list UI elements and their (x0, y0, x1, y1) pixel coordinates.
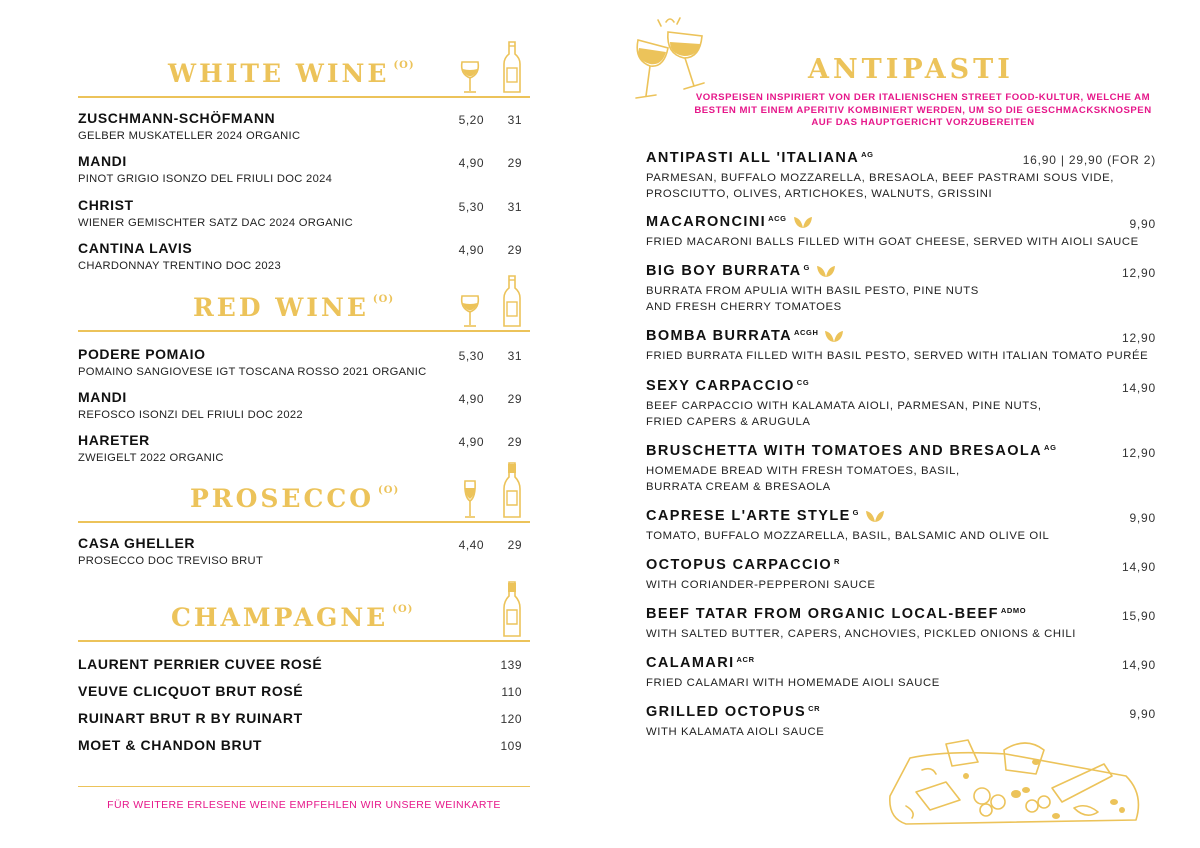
wine-list-page (78, 0, 530, 848)
wine-item: CASA GHELLER PROSECCO DOC TREVISO BRUT 4,40 29 (78, 535, 522, 567)
allergen-codes: G (803, 263, 810, 272)
bottle-price: 29 (507, 538, 522, 552)
dish-price: 14,90 (1121, 560, 1156, 574)
champagne-item: VEUVE CLICQUOT BRUT ROSÉ 110 (78, 683, 522, 699)
white-wine-title: WHITE WINE $^{(O)}$ (168, 59, 415, 88)
red-wine-header (78, 272, 530, 332)
bottle-price: 110 (501, 685, 522, 699)
allergen-codes: CG (796, 378, 810, 387)
white-wine-header (78, 38, 530, 98)
allergen-codes: ACR (736, 655, 755, 664)
dish-item: CAPRESE L'ARTE STYLE $^G$ 9,90 TOMATO, BUFFALO MOZZARELLA, BASIL, BALSAMIC AND OLIVE OIL (646, 508, 1156, 542)
glass-price: 4,90 (458, 156, 484, 170)
glass-price: 4,90 (458, 392, 484, 406)
champagne-header (78, 582, 530, 642)
dish-price: 15,90 (1121, 609, 1156, 623)
bottle-price: 29 (507, 156, 522, 170)
bottle-price: 31 (507, 349, 522, 363)
allergen-codes: ACG (768, 214, 787, 223)
allergen-codes: ADMO (1000, 606, 1027, 615)
dish-price: 9,90 (1129, 217, 1156, 231)
antipasti-title: ANTIPASTI (808, 54, 1014, 85)
wine-glass-icon (459, 60, 481, 94)
wine-item: CHRIST WIENER GEMISCHTER SATZ DAC 2024 ORGANIC 5,30 31 (78, 197, 522, 229)
dish-item: BOMBA BURRATA $^{ACGH}$ 12,90 FRIED BURRATA FILLED WITH BASIL PESTO, SERVED WITH ITALIAN TOMATO PURÉE (646, 328, 1156, 362)
dish-price: 14,90 (1121, 658, 1156, 672)
allergen-codes: G (852, 508, 860, 517)
dish-price: 16,90 | 29,90 (FOR 2) (1022, 153, 1156, 167)
bottle-price: 31 (507, 200, 522, 214)
allergen-codes: ACGH (794, 328, 819, 337)
champagne-item: LAURENT PERRIER CUVEE ROSÉ 139 (78, 656, 522, 672)
dish-price: 9,90 (1129, 511, 1156, 525)
allergen-codes: AG (861, 150, 874, 159)
vegetarian-leaf-icon (816, 264, 836, 278)
vegetarian-leaf-icon (824, 329, 844, 343)
glass-price: 4,90 (458, 243, 484, 257)
dish-price: 9,90 (1129, 707, 1156, 721)
glass-price: 4,40 (458, 538, 484, 552)
dish-item: SEXY CARPACCIO $^{CG}$ 14,90 BEEF CARPACCIO WITH KALAMATA AIOLI, PARMESAN, PINE NUTS, FRIED CAPERS & ARUGULA (646, 378, 1156, 428)
wine-glass-icon (459, 294, 481, 328)
dish-item: GRILLED OCTOPUS $^{CR}$ 9,90 WITH KALAMATA AIOLI SAUCE (646, 704, 1156, 738)
bottle-price: 120 (500, 712, 522, 726)
flute-glass-icon (462, 479, 478, 519)
dish-item: BIG BOY BURRATA $^G$ 12,90 BURRATA FROM APULIA WITH BASIL PESTO, PINE NUTS AND FRESH CHERRY TOMATOES (646, 263, 1156, 313)
antipasti-intro: VORSPEISEN INSPIRIERT VON DER ITALIENISCHEN STREET FOOD-KULTUR, WELCHE AM BESTEN MIT EINEM APERITIV KOMBINIERT WERDEN, UM SO DIE GESCHMACKSKNOSPEN AUF DAS HAUPTGERICHT VORZUBEREITEN (694, 92, 1152, 128)
wine-item: CANTINA LAVIS CHARDONNAY TRENTINO DOC 2023 4,90 29 (78, 240, 522, 272)
wine-item: PODERE POMAIO POMAINO SANGIOVESE IGT TOSCANA ROSSO 2021 ORGANIC 5,30 31 (78, 346, 522, 378)
wine-item: MANDI REFOSCO ISONZI DEL FRIULI DOC 2022 4,90 29 (78, 389, 522, 421)
bottle-price: 31 (507, 113, 522, 127)
allergen-codes: R (834, 557, 841, 566)
champagne-item: MOET & CHANDON BRUT 109 (78, 737, 522, 753)
glass-price: 5,20 (458, 113, 484, 127)
dish-price: 12,90 (1121, 331, 1156, 345)
dish-price: 12,90 (1121, 266, 1156, 280)
champagne-item: RUINART BRUT R BY RUINART 120 (78, 710, 522, 726)
bottle-price: 29 (507, 392, 522, 406)
wine-item: MANDI PINOT GRIGIO ISONZO DEL FRIULI DOC 2024 4,90 29 (78, 153, 522, 185)
glass-price: 4,90 (458, 435, 484, 449)
dish-price: 12,90 (1121, 446, 1156, 460)
dish-item: ANTIPASTI ALL 'ITALIANA $^{AG}$ 16,90 | 29,90 (FOR 2) PARMESAN, BUFFALO MOZZARELLA, BRESAOLA, BEEF PASTRAMI SOUS VIDE, PROSCIUTTO, OLIVES, ARTICHOKES, WALNUTS, GRISSINI (646, 150, 1156, 200)
allergen-codes: CR (808, 704, 821, 713)
champagne-title: CHAMPAGNE $^{(O)}$ (171, 603, 414, 632)
dish-item: BEEF TATAR FROM ORGANIC LOCAL-BEEF $^{ADMO}$ 15,90 WITH SALTED BUTTER, CAPERS, ANCHOVIES, PICKLED ONIONS & CHILI (646, 606, 1156, 640)
prosecco-title: PROSECCO $^{(O)}$ (190, 484, 400, 513)
dish-price: 14,90 (1121, 381, 1156, 395)
red-wine-title: RED WINE $^{(O)}$ (193, 293, 395, 322)
bottle-price: 29 (507, 435, 522, 449)
dish-item: CALAMARI $^{ACR}$ 14,90 FRIED CALAMARI WITH HOMEMADE AIOLI SAUCE (646, 655, 1156, 689)
champagne-bottle-icon (502, 580, 522, 638)
glass-price: 5,30 (458, 349, 484, 363)
vegetarian-leaf-icon (793, 215, 813, 229)
champagne-bottle-icon (502, 461, 522, 519)
antipasti-page (628, 0, 1158, 848)
allergen-codes: AG (1044, 443, 1057, 452)
wine-bottle-icon (502, 40, 522, 94)
prosecco-header (78, 463, 530, 523)
glass-price: 5,30 (458, 200, 484, 214)
dish-item: BRUSCHETTA WITH TOMATOES AND BRESAOLA $^{AG}$ 12,90 HOMEMADE BREAD WITH FRESH TOMATOES, BASIL, BURRATA CREAM & BRESAOLA (646, 443, 1156, 493)
bottle-price: 139 (500, 658, 522, 672)
bottle-price: 29 (507, 243, 522, 257)
wine-list-footer-note: FÜR WEITERE ERLESENE WEINE EMPFEHLEN WIR UNSERE WEINKARTE (78, 786, 530, 811)
dish-item: OCTOPUS CARPACCIO $^R$ 14,90 WITH CORIANDER-PEPPERONI SAUCE (646, 557, 1156, 591)
vegetarian-leaf-icon (865, 509, 885, 523)
wine-bottle-icon (502, 274, 522, 328)
wine-item: ZUSCHMANN-SCHÖFMANN GELBER MUSKATELLER 2024 ORGANIC 5,20 31 (78, 110, 522, 142)
bottle-price: 109 (500, 739, 522, 753)
dish-item: MACARONCINI $^{ACG}$ 9,90 FRIED MACARONI BALLS FILLED WITH GOAT CHEESE, SERVED WITH AIOLI SAUCE (646, 214, 1156, 248)
wine-item: HARETER ZWEIGELT 2022 ORGANIC 4,90 29 (78, 432, 522, 464)
cheese-board-illustration (886, 736, 1150, 828)
